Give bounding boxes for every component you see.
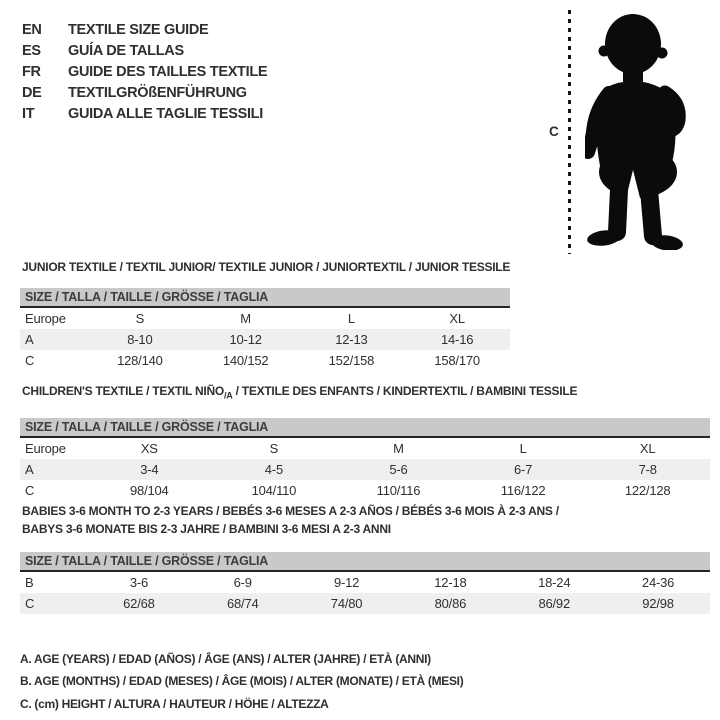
- table-row-age-junior: [20, 329, 510, 350]
- height-measure-figure: [548, 8, 712, 258]
- table-cell: 24-36: [641, 575, 675, 590]
- table-cell: 158/170: [434, 353, 480, 368]
- table-cell: 86/92: [538, 596, 570, 611]
- table-cell: 5-6: [389, 462, 408, 478]
- language-title-list: [22, 20, 267, 125]
- section-title-children-sub: /A: [223, 390, 233, 401]
- size-column-header: L: [519, 441, 527, 457]
- region-label: Europe: [25, 441, 66, 457]
- table-cell: 128/140: [117, 353, 163, 368]
- region-label: Europe: [25, 311, 66, 326]
- table-cell: 3-4: [140, 462, 159, 478]
- row-label: B: [25, 575, 34, 590]
- language-code: IT: [22, 106, 35, 122]
- language-row-de: [22, 83, 267, 104]
- section-title-children-post: / TEXTILE DES ENFANTS / KINDERTEXTIL / BAMBINI TESSILE: [232, 384, 578, 398]
- legend-line-b: B. AGE (MONTHS) / EDAD (MESES) / ÂGE (MOIS) / ALTER (MONATE) / ETÀ (MESI): [20, 674, 464, 689]
- table-cell: 7-8: [638, 462, 657, 478]
- language-row-en: [22, 20, 267, 41]
- table-row-height-junior: [20, 350, 510, 371]
- table-cell: 6-9: [233, 575, 252, 590]
- size-header-text: SIZE / TALLA / TAILLE / GRÖSSE / TAGLIA: [25, 420, 269, 435]
- table-cell: 12-13: [335, 332, 368, 347]
- table-cell: 68/74: [226, 596, 259, 611]
- table-cell: 18-24: [538, 575, 571, 590]
- table-cell: 4-5: [264, 462, 283, 478]
- section-children-textile: [20, 384, 710, 501]
- table-cell: 80/86: [434, 596, 467, 611]
- table-cell: 12-18: [434, 575, 467, 590]
- table-cell: 74/80: [330, 596, 363, 611]
- language-row-es: [22, 41, 267, 62]
- measure-legend: [20, 648, 463, 715]
- size-column-header: L: [347, 311, 355, 326]
- table-cell: 92/98: [642, 596, 674, 611]
- size-header-text: SIZE / TALLA / TAILLE / GRÖSSE / TAGLIA: [25, 290, 269, 304]
- row-label: C: [25, 483, 35, 499]
- size-header-text: SIZE / TALLA / TAILLE / GRÖSSE / TAGLIA: [25, 554, 269, 568]
- table-row-age-children: [20, 459, 710, 480]
- section-title-babies-line1: BABIES 3-6 MONTH TO 2-3 YEARS / BEBÉS 3-6 MESES A 2-3 AÑOS / BÉBÉS 3-6 MOIS À 2-3 ANS /: [22, 504, 559, 518]
- table-cell: 110/116: [376, 483, 421, 499]
- language-title: GUIDE DES TAILLES TEXTILE: [68, 64, 268, 80]
- height-measure-label: C: [549, 124, 559, 139]
- size-header-bar-junior: [20, 288, 510, 308]
- size-header-bar-babies: [20, 552, 710, 572]
- row-label: A: [25, 332, 34, 347]
- language-code: FR: [22, 64, 41, 80]
- section-title-children: [22, 384, 710, 403]
- language-code: ES: [22, 43, 41, 59]
- table-cell: 10-12: [229, 332, 262, 347]
- language-title: GUÍA DE TALLAS: [68, 43, 184, 59]
- language-title: TEXTILGRÖßENFÜHRUNG: [68, 85, 247, 101]
- size-column-header: M: [240, 311, 251, 326]
- size-column-header: S: [269, 441, 279, 457]
- table-cell: 122/128: [624, 483, 671, 499]
- table-row-months-babies: [20, 572, 710, 593]
- table-cell: 98/104: [130, 483, 169, 499]
- size-header-bar-children: [20, 418, 710, 438]
- size-column-header: S: [135, 311, 145, 326]
- table-cell: 14-16: [441, 332, 474, 347]
- size-column-header: XS: [140, 441, 158, 457]
- table-cell: 116/122: [500, 483, 546, 499]
- table-cell: 6-7: [513, 462, 533, 478]
- size-column-header: M: [393, 441, 404, 457]
- table-row-height-children: [20, 480, 710, 501]
- toddler-silhouette-icon: [585, 10, 700, 250]
- row-label: A: [25, 462, 34, 478]
- table-cell: 9-12: [333, 575, 360, 590]
- table-header-row-junior: [20, 308, 510, 329]
- language-code: DE: [22, 85, 42, 101]
- section-title-babies-line2: BABYS 3-6 MONATE BIS 2-3 JAHRE / BAMBINI 3-6 MESI A 2-3 ANNI: [22, 522, 391, 536]
- size-column-header: XL: [639, 441, 656, 457]
- table-cell: 3-6: [129, 575, 149, 590]
- section-title-junior: JUNIOR TEXTILE / TEXTIL JUNIOR/ TEXTILE JUNIOR / JUNIORTEXTIL / JUNIOR TESSILE: [22, 260, 511, 274]
- table-cell: 152/158: [328, 353, 375, 368]
- row-label: C: [25, 596, 35, 611]
- legend-line-c: C. (cm) HEIGHT / ALTURA / HAUTEUR / HÖHE / ALTEZZA: [20, 696, 329, 711]
- section-title-children-pre: CHILDREN'S TEXTILE / TEXTIL NIÑO: [22, 384, 224, 398]
- height-dotted-line: [568, 10, 571, 254]
- section-babies-textile: [20, 504, 710, 614]
- table-row-height-babies: [20, 593, 710, 614]
- row-label: C: [25, 353, 35, 368]
- language-title: GUIDA ALLE TAGLIE TESSILI: [68, 106, 263, 122]
- size-column-header: XL: [449, 311, 465, 326]
- language-row-fr: [22, 62, 267, 83]
- section-junior-textile: [20, 260, 510, 371]
- table-cell: 140/152: [222, 353, 269, 368]
- table-cell: 8-10: [127, 332, 153, 347]
- table-cell: 104/110: [251, 483, 297, 499]
- language-code: EN: [22, 22, 42, 38]
- table-header-row-children: [20, 438, 710, 459]
- language-title: TEXTILE SIZE GUIDE: [68, 22, 209, 38]
- language-row-it: [22, 104, 267, 125]
- legend-line-a: A. AGE (YEARS) / EDAD (AÑOS) / ÂGE (ANS) / ALTER (JAHRE) / ETÀ (ANNI): [20, 652, 431, 666]
- table-cell: 62/68: [123, 596, 155, 611]
